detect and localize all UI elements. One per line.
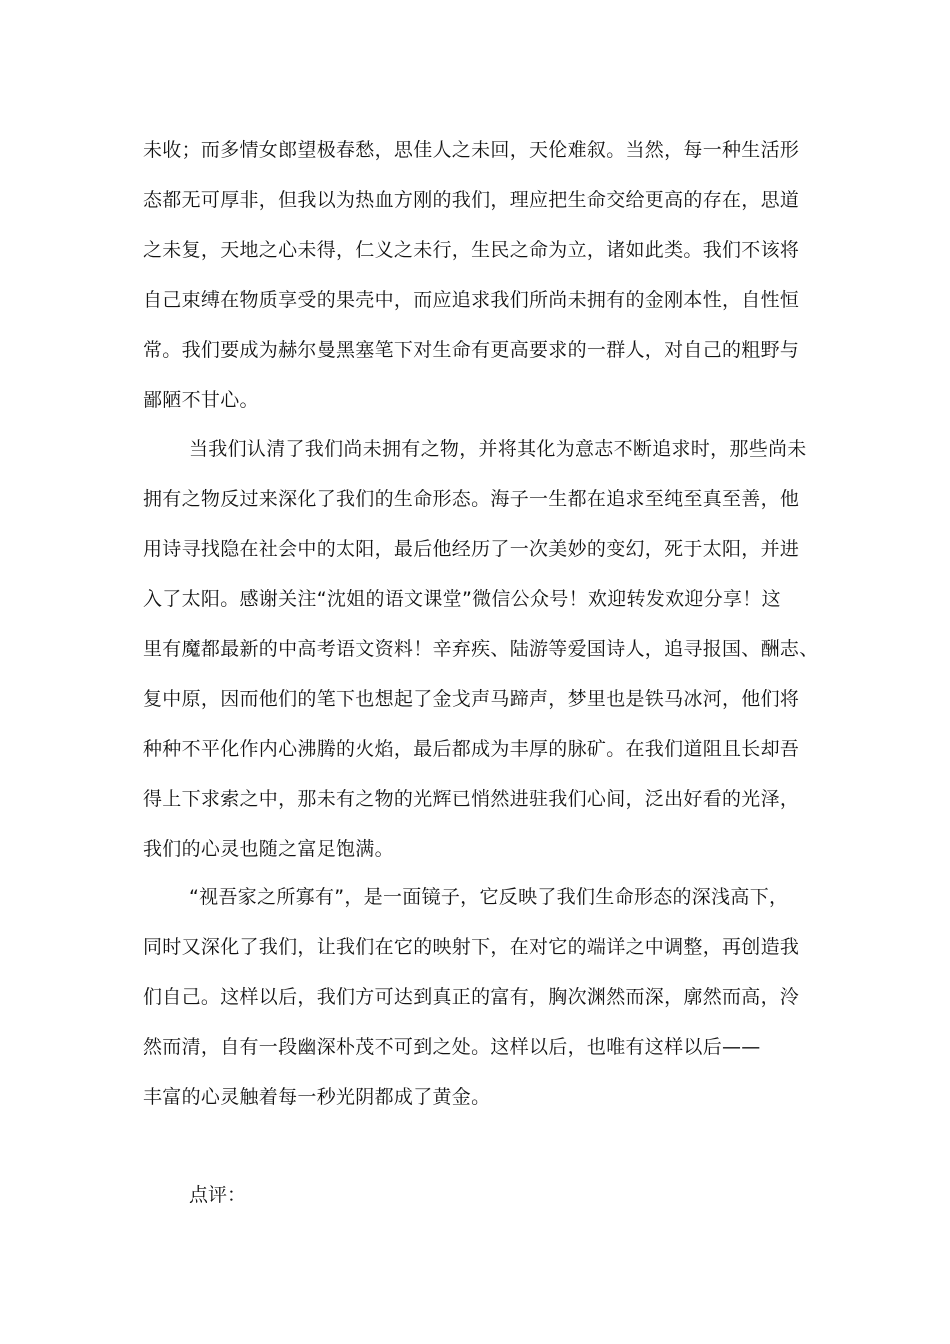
paragraph-line: 自己束缚在物质享受的果壳中，而应追求我们所尚未拥有的金刚本性，自性恒	[143, 289, 800, 311]
paragraph-line: 丰富的心灵触着每一秒光阴都成了黄金。	[143, 1086, 491, 1108]
paragraph-line: 复中原，因而他们的笔下也想起了金戈声马蹄声，梦里也是铁马冰河，他们将	[143, 688, 800, 710]
paragraph-line: 里有魔都最新的中高考语文资料！辛弃疾、陆游等爱国诗人，追寻报国、酬志、	[143, 638, 819, 660]
paragraph-line: 未收；而多情女郎望极春愁，思佳人之未回，天伦难叙。当然，每一种生活形	[143, 139, 800, 161]
paragraph-1	[143, 138, 813, 428]
paragraph-line: 常。我们要成为赫尔曼黑塞笔下对生命有更高要求的一群人，对自己的粗野与	[143, 339, 800, 361]
paragraph-3	[143, 885, 813, 1125]
paragraph-line: 入了太阳。感谢关注“沈姐的语文课堂”微信公众号！欢迎转发欢迎分享！这	[143, 588, 781, 610]
paragraph-line: 鄙陋不甘心。	[143, 389, 259, 411]
paragraph-line: 得上下求索之中，那未有之物的光辉已悄然进驻我们心间，泛出好看的光泽，	[143, 788, 800, 810]
paragraph-line: 们自己。这样以后，我们方可达到真正的富有，胸次渊然而深，廓然而高，泠	[143, 986, 800, 1008]
paragraph-line: 当我们认清了我们尚未拥有之物，并将其化为意志不断追求时，那些尚未	[189, 438, 807, 460]
paragraph-line: 拥有之物反过来深化了我们的生命形态。海子一生都在追求至纯至真至善，他	[143, 488, 800, 510]
paragraph-line: 之未复，天地之心未得，仁义之未行，生民之命为立，诸如此类。我们不该将	[143, 239, 800, 261]
paragraph-line: 用诗寻找隐在社会中的太阳，最后他经历了一次美妙的变幻，死于太阳，并进	[143, 538, 800, 560]
paragraph-line: 种种不平化作内心沸腾的火焰，最后都成为丰厚的脉矿。在我们道阻且长却吾	[143, 738, 800, 760]
comment-label: 点评：	[189, 1184, 247, 1206]
paragraph-2	[143, 437, 819, 877]
paragraph-line: 同时又深化了我们，让我们在它的映射下，在对它的端详之中调整，再创造我	[143, 936, 800, 958]
paragraph-line: 我们的心灵也随之富足饱满。	[143, 838, 394, 860]
paragraph-line: “视吾家之所寡有”，是一面镜子，它反映了我们生命形态的深浅高下，	[189, 886, 789, 908]
paragraph-line: 态都无可厚非，但我以为热血方刚的我们，理应把生命交给更高的存在，思道	[143, 189, 800, 211]
paragraph-line: 然而清，自有一段幽深朴茂不可到之处。这样以后，也唯有这样以后——	[143, 1036, 761, 1058]
